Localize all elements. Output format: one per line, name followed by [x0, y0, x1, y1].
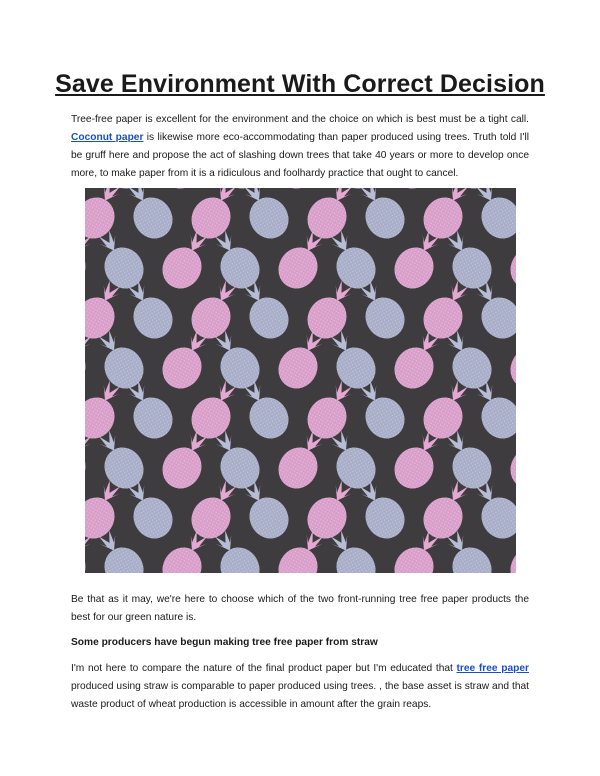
choice-paragraph: Be that as it may, we're here to choose which of the two front-running tree free paper products the best for our green nature is.: [71, 594, 529, 623]
section-heading: Some producers have begun making tree free paper from straw: [71, 637, 378, 648]
straw-text-start: I'm not here to compare the nature of the final product paper but I'm educated that: [71, 663, 457, 674]
pattern-graphic: [85, 188, 516, 573]
straw-paragraph: [71, 660, 529, 714]
tree-free-paper-link[interactable]: tree free paper: [456, 663, 530, 674]
coconut-paper-link[interactable]: Coconut paper: [71, 132, 144, 143]
intro-text-end: is likewise more eco-accommodating than paper produced using trees. Truth told I'll be gruff here and propose the act of slashing down trees that take 40 years or more to develop once more, to make paper from it is a ridiculous and foolhardy practice that ought to cancel.: [71, 132, 529, 179]
pineapple-pattern-image: [85, 188, 516, 573]
straw-text-end: produced using straw is comparable to paper produced using trees. , the base asset is straw and that waste product of wheat production is accessible in amount after the grain reaps.: [71, 681, 529, 710]
page-title: Save Environment With Correct Decision: [55, 70, 545, 98]
intro-text-start: Tree-free paper is excellent for the environment and the choice on which is best must be a tight call.: [71, 114, 529, 125]
intro-paragraph: [71, 111, 529, 183]
